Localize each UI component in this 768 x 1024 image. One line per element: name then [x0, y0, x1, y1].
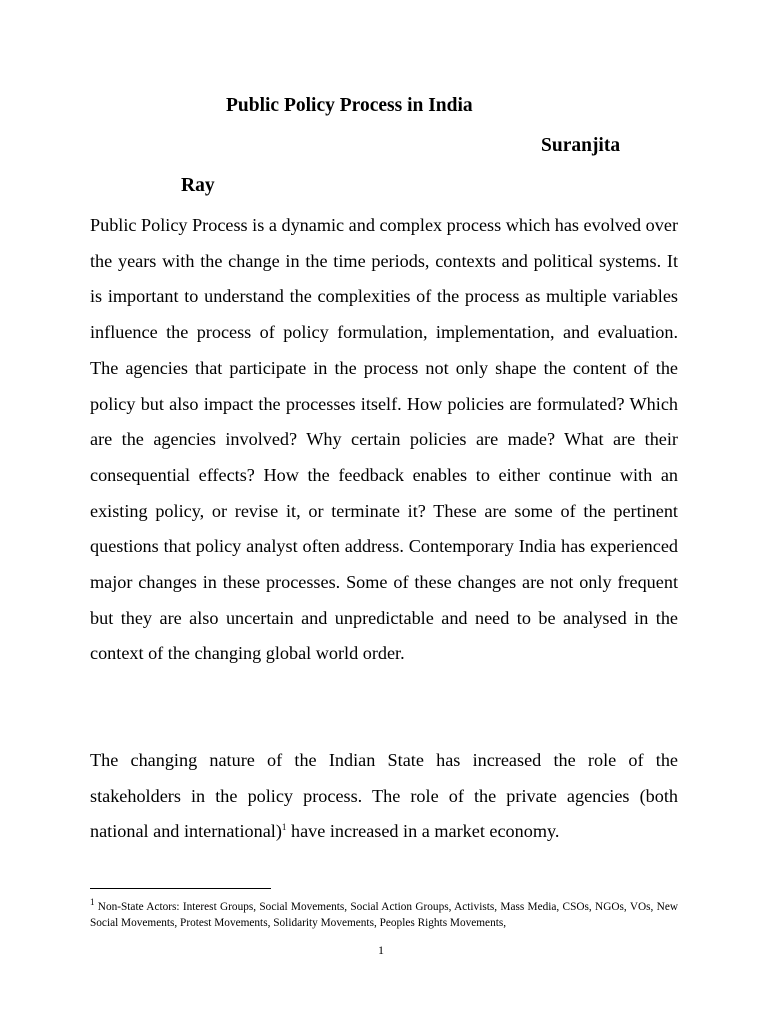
paragraph-2-text-start: The changing nature of the Indian State has increased the role of the stakeholders in the policy process. The role of the private agencies (both national and international)	[90, 750, 678, 842]
author-last-name: Ray	[181, 175, 215, 196]
page-number: 1	[378, 943, 384, 957]
body-paragraph-1: Public Policy Process is a dynamic and complex process which has evolved over the years with the change in the time periods, contexts and political systems. It is important to understand the complexities of the process as multiple variables influence the process of policy formulation, implementation, and evaluation. The agencies that participate in the process not only shape the content of the policy but also impact the processes itself. How policies are formulated? Which are the agencies involved? Why certain policies are made? What are their consequential effects? How the feedback enables to either continue with an existing policy, or revise it, or terminate it? These are some of the pertinent questions that policy analyst often address. Contemporary India has experienced major changes in these processes. Some of these changes are not only frequent but they are also uncertain and unpredictable and need to be analysed in the context of the changing global world order.	[90, 215, 678, 664]
paragraph-2-text-end: have increased in a market economy.	[286, 821, 560, 842]
footnote-marker: 1	[90, 897, 95, 908]
body-paragraph-2	[90, 743, 678, 850]
document-title: Public Policy Process in India	[226, 95, 473, 116]
author-first-name: Suranjita	[541, 135, 621, 156]
footnote	[90, 899, 678, 931]
footnote-separator	[90, 888, 271, 889]
footnote-reference: 1	[281, 822, 287, 833]
footnote-text: Non-State Actors: Interest Groups, Social Movements, Social Action Groups, Activists, Mass Media, CSOs, NGOs, VOs, New Social Movements, Protest Movements, Solidarity Movements, Peoples Rights Movements,	[90, 901, 678, 929]
